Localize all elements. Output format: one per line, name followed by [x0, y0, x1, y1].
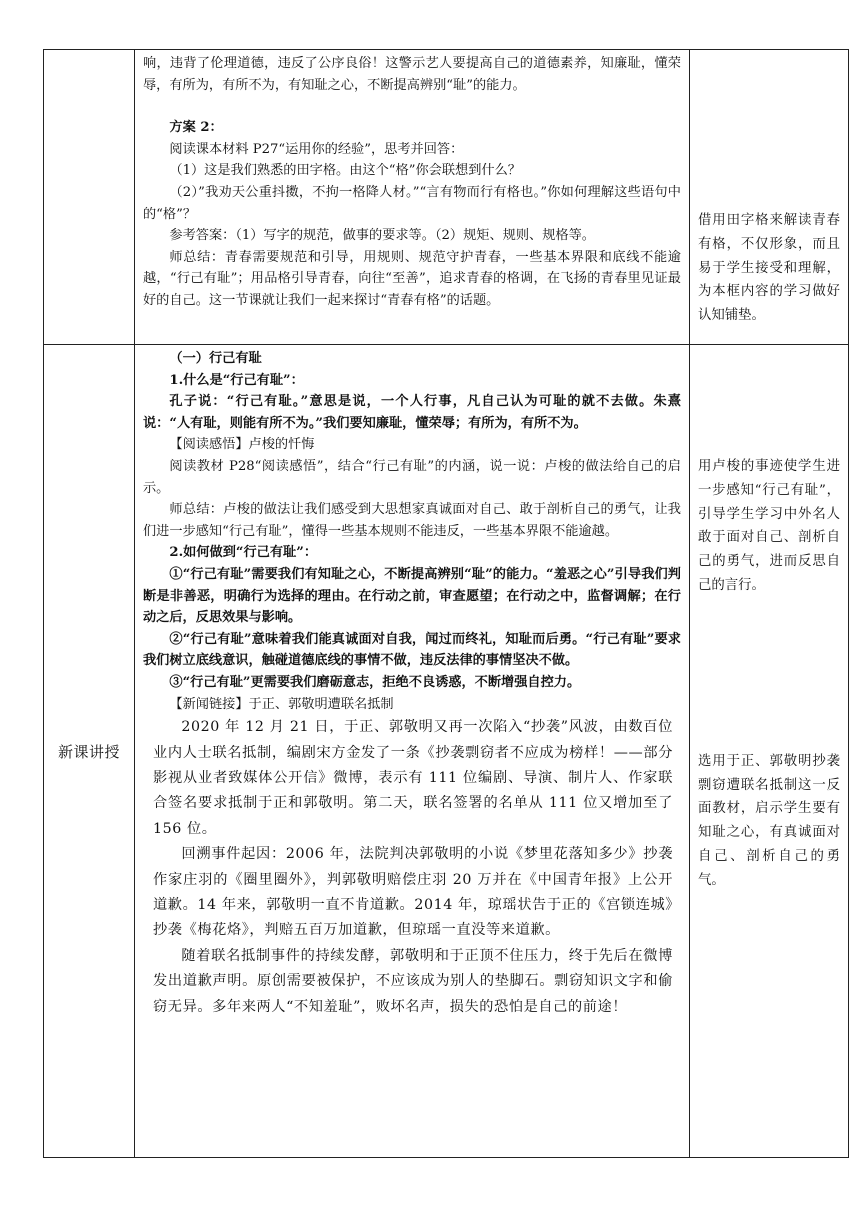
design-note: 借用田字格来解读青春有格，不仅形象，而且易于学生接受和理解，为本框内容的学习做好认知铺垫。 [698, 213, 840, 324]
subheading: 2.如何做到“行己有耻”： [169, 545, 318, 561]
content-cell [135, 345, 690, 1158]
content-cell [135, 50, 690, 345]
design-note-cell [690, 50, 849, 345]
teacher-summary: 师总结：青春需要规范和引导，用规则、规范守护青春，一些基本界限和底线不能逾越，“行己有耻”；用品格引导青春，向往“至善”，追求青春的格调，在飞扬的青春里见证最好的自己。这一节课就让我们一起来探讨“青春有格”的话题。 [143, 249, 681, 308]
paragraph: 阅读课本材料 P27“运用你的经验”，思考并回答： [169, 141, 464, 157]
news-paragraph: 回溯事件起因：2006 年，法院判决郭敬明的小说《梦里花落知多少》抄袭作家庄羽的《圈里圈外》，判郭敬明赔偿庄羽 20 万并在《中国青年报》上公开道歉。14 年来，郭敬明一直不肯道歉。2014 年，琼瑶状告于正的《宫锁连城》抄袭《梅花烙》，判赔五百万加道歉，但琼瑶一直没等来道歉。 [153, 846, 673, 939]
reading-title: 【阅读感悟】卢梭的忏悔 [169, 437, 315, 453]
plan-2-title: 方案 2： [169, 120, 223, 136]
design-note: 选用于正、郭敬明抄袭剽窃遭联名抵制这一反面教材，启示学生要有知耻之心，有真诚面对自己、剖析自己的勇气。 [698, 753, 840, 888]
point-1: ①“行己有耻”需要我们有知耻之心，不断提高辨别“耻”的能力。“羞恶之心”引导我们判断是非善恶，明确行为选择的理由。在行动之前，审查愿望；在行动之中，监督调解；在行动之后，反思效果与影响。 [143, 566, 681, 626]
spacer [143, 96, 681, 117]
table-row [44, 345, 849, 1158]
teacher-summary: 师总结：卢梭的做法让我们感受到大思想家真诚面对自己、敢于剖析自己的勇气，让我们进一步感知“行己有耻”，懂得一些基本规则不能违反，一些基本界限不能逾越。 [143, 502, 681, 539]
news-title: 【新闻链接】于正、郭敬明遭联名抵制 [169, 696, 394, 712]
news-paragraph: 随着联名抵制事件的持续发酵，郭敬明和于正顶不住压力，终于先后在微博发出道歉声明。原创需要被保护，不应该成为别人的垫脚石。剽窃知识文字和偷窃无异。多年来两人“不知羞耻”，败坏名声，损失的恐怕是自己的前途！ [153, 947, 673, 1015]
question-2: （2）”我劝天公重抖擞，不拘一格降人材。”“言有物而行有格也。”你如何理解这些语句中的“格”？ [143, 184, 681, 222]
point-3: ③“行己有耻”更需要我们磨砺意志，拒绝不良诱惑，不断增强自控力。 [169, 674, 581, 690]
stage-cell-empty [44, 50, 135, 345]
news-paragraph: 2020 年 12 月 21 日，于正、郭敬明又再一次陷入“抄袭”风波，由数百位业内人士联名抵制，编剧宋方金发了一条《抄袭剽窃者不应成为榜样！——部分影视从业者致媒体公开信》微博，表示有 111 位编剧、导演、制片人、作家联合签名要求抵制于正和郭敬明。第二天，联名签署的名单从 111 位又增加至了 156 位。 [153, 719, 673, 837]
table-row [44, 50, 849, 345]
reading-task: 阅读教材 P28“阅读感悟”，结合“行己有耻”的内涵，说一说：卢梭的做法给自己的启示。 [143, 458, 681, 496]
stage-cell [44, 345, 135, 1158]
subheading: 1.什么是“行己有耻”： [169, 372, 304, 388]
paragraph: 响，违背了伦理道德，违反了公序良俗！这警示艺人要提高自己的道德素养，知廉耻，懂荣辱，有所为，有所不为，有知耻之心，不断提高辨别“耻”的能力。 [143, 56, 681, 93]
news-block [143, 715, 681, 1020]
lesson-plan-table [43, 49, 849, 1158]
point-2: ②“行己有耻”意味着我们能真诚面对自我，闻过而终礼，知耻而后勇。“行己有耻”要求我们树立底线意识，触碰道德底线的事情不做，违反法律的事情坚决不做。 [143, 631, 681, 669]
section-heading: （一）行己有耻 [169, 351, 262, 366]
reference-answer: 参考答案：（1）写字的规范，做事的要求等。（2）规矩、规则、规格等。 [169, 228, 595, 244]
definition-text: 孔子说：“行己有耻。”意思是说，一个人行事，凡自己认为可耻的就不去做。朱熹说：“人有耻，则能有所不为。”我们要知廉耻，懂荣辱；有所为，有所不为。 [143, 394, 681, 431]
question-1: （1）这是我们熟悉的田字格。由这个“格”你会联想到什么？ [169, 163, 521, 179]
stage-label: 新课讲授 [57, 742, 120, 761]
design-note: 用卢梭的事迹使学生进一步感知“行己有耻”，引导学生学习中外名人敢于面对自己、剖析自己的勇气，进而反思自己的言行。 [698, 459, 840, 593]
design-note-cell [690, 345, 849, 1158]
